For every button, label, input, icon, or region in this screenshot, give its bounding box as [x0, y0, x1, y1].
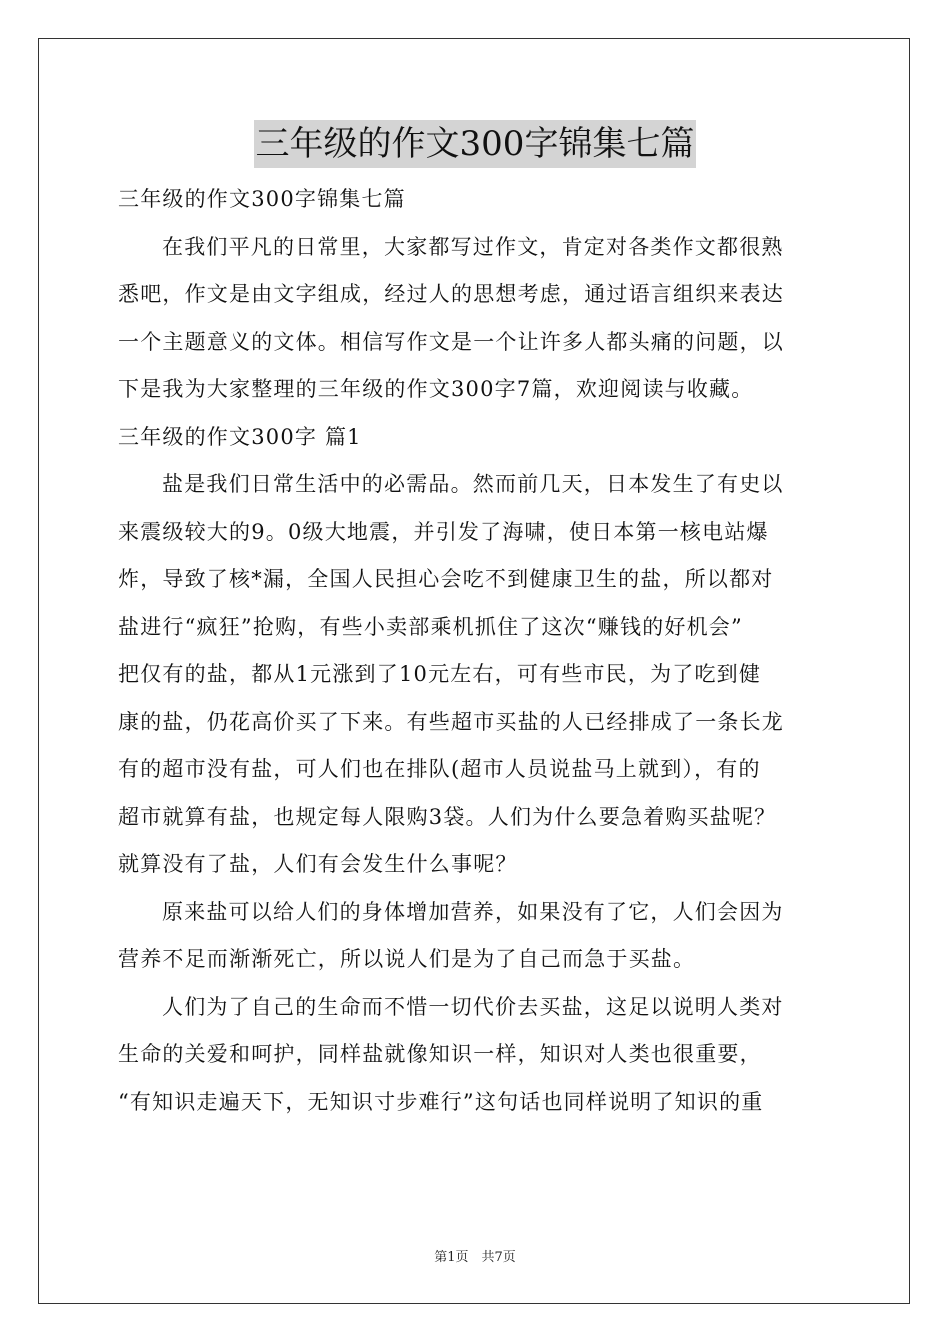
text-line: 三年级的作文300字 篇1: [118, 424, 362, 449]
document-subtitle: 三年级的作文300字锦集七篇: [118, 187, 406, 211]
text-line: 盐进行“疯狂”抢购，有些小卖部乘机抓住了这次“赚钱的好机会”: [118, 614, 743, 639]
text-line: 来震级较大的9。0级大地震，并引发了海啸，使日本第一核电站爆: [118, 519, 769, 544]
text-line: “有知识走遍天下，无知识寸步难行”这句话也同样说明了知识的重: [118, 1089, 764, 1114]
paragraph-lines: [118, 224, 834, 1127]
text-line: 把仅有的盐，都从1元涨到了10元左右，可有些市民，为了吃到健: [118, 662, 762, 686]
text-line: 就算没有了盐，人们有会发生什么事呢？: [118, 852, 518, 876]
document-body: [118, 176, 834, 1126]
text-line: 原来盐可以给人们的身体增加营养，如果没有了它，人们会因为: [162, 899, 784, 924]
page-footer: 第1页 共7页: [434, 1250, 516, 1265]
text-line: 悉吧，作文是由文字组成，经过人的思想考虑，通过语言组织来表达: [118, 282, 784, 306]
text-line: 有的超市没有盐，可人们也在排队(超市人员说盐马上就到），有的: [118, 757, 761, 781]
text-line: 下是我为大家整理的三年级的作文300字7篇，欢迎阅读与收藏。: [118, 377, 754, 401]
text-line: 营养不足而渐渐死亡，所以说人们是为了自己而急于买盐。: [118, 947, 696, 971]
text-line: 一个主题意义的文体。相信写作文是一个让许多人都头痛的问题，以: [118, 329, 784, 354]
text-line: 康的盐，仍花高价买了下来。有些超市买盐的人已经排成了一条长龙: [118, 709, 784, 734]
document-title: 三年级的作文300字锦集七篇: [254, 120, 697, 168]
text-line: 在我们平凡的日常里，大家都写过作文，肯定对各类作文都很熟: [162, 234, 784, 259]
text-line: 生命的关爱和呵护，同样盐就像知识一样，知识对人类也很重要，: [118, 1042, 762, 1066]
text-line: 盐是我们日常生活中的必需品。然而前几天，日本发生了有史以: [162, 472, 784, 496]
text-line: 炸，导致了核*漏，全国人民担心会吃不到健康卫生的盐，所以都对: [118, 567, 774, 591]
text-line: 超市就算有盐，也规定每人限购3袋。人们为什么要急着购买盐呢？: [118, 804, 777, 829]
title-container: [0, 120, 950, 168]
text-line: 人们为了自己的生命而不惜一切代价去买盐，这足以说明人类对: [162, 994, 784, 1019]
